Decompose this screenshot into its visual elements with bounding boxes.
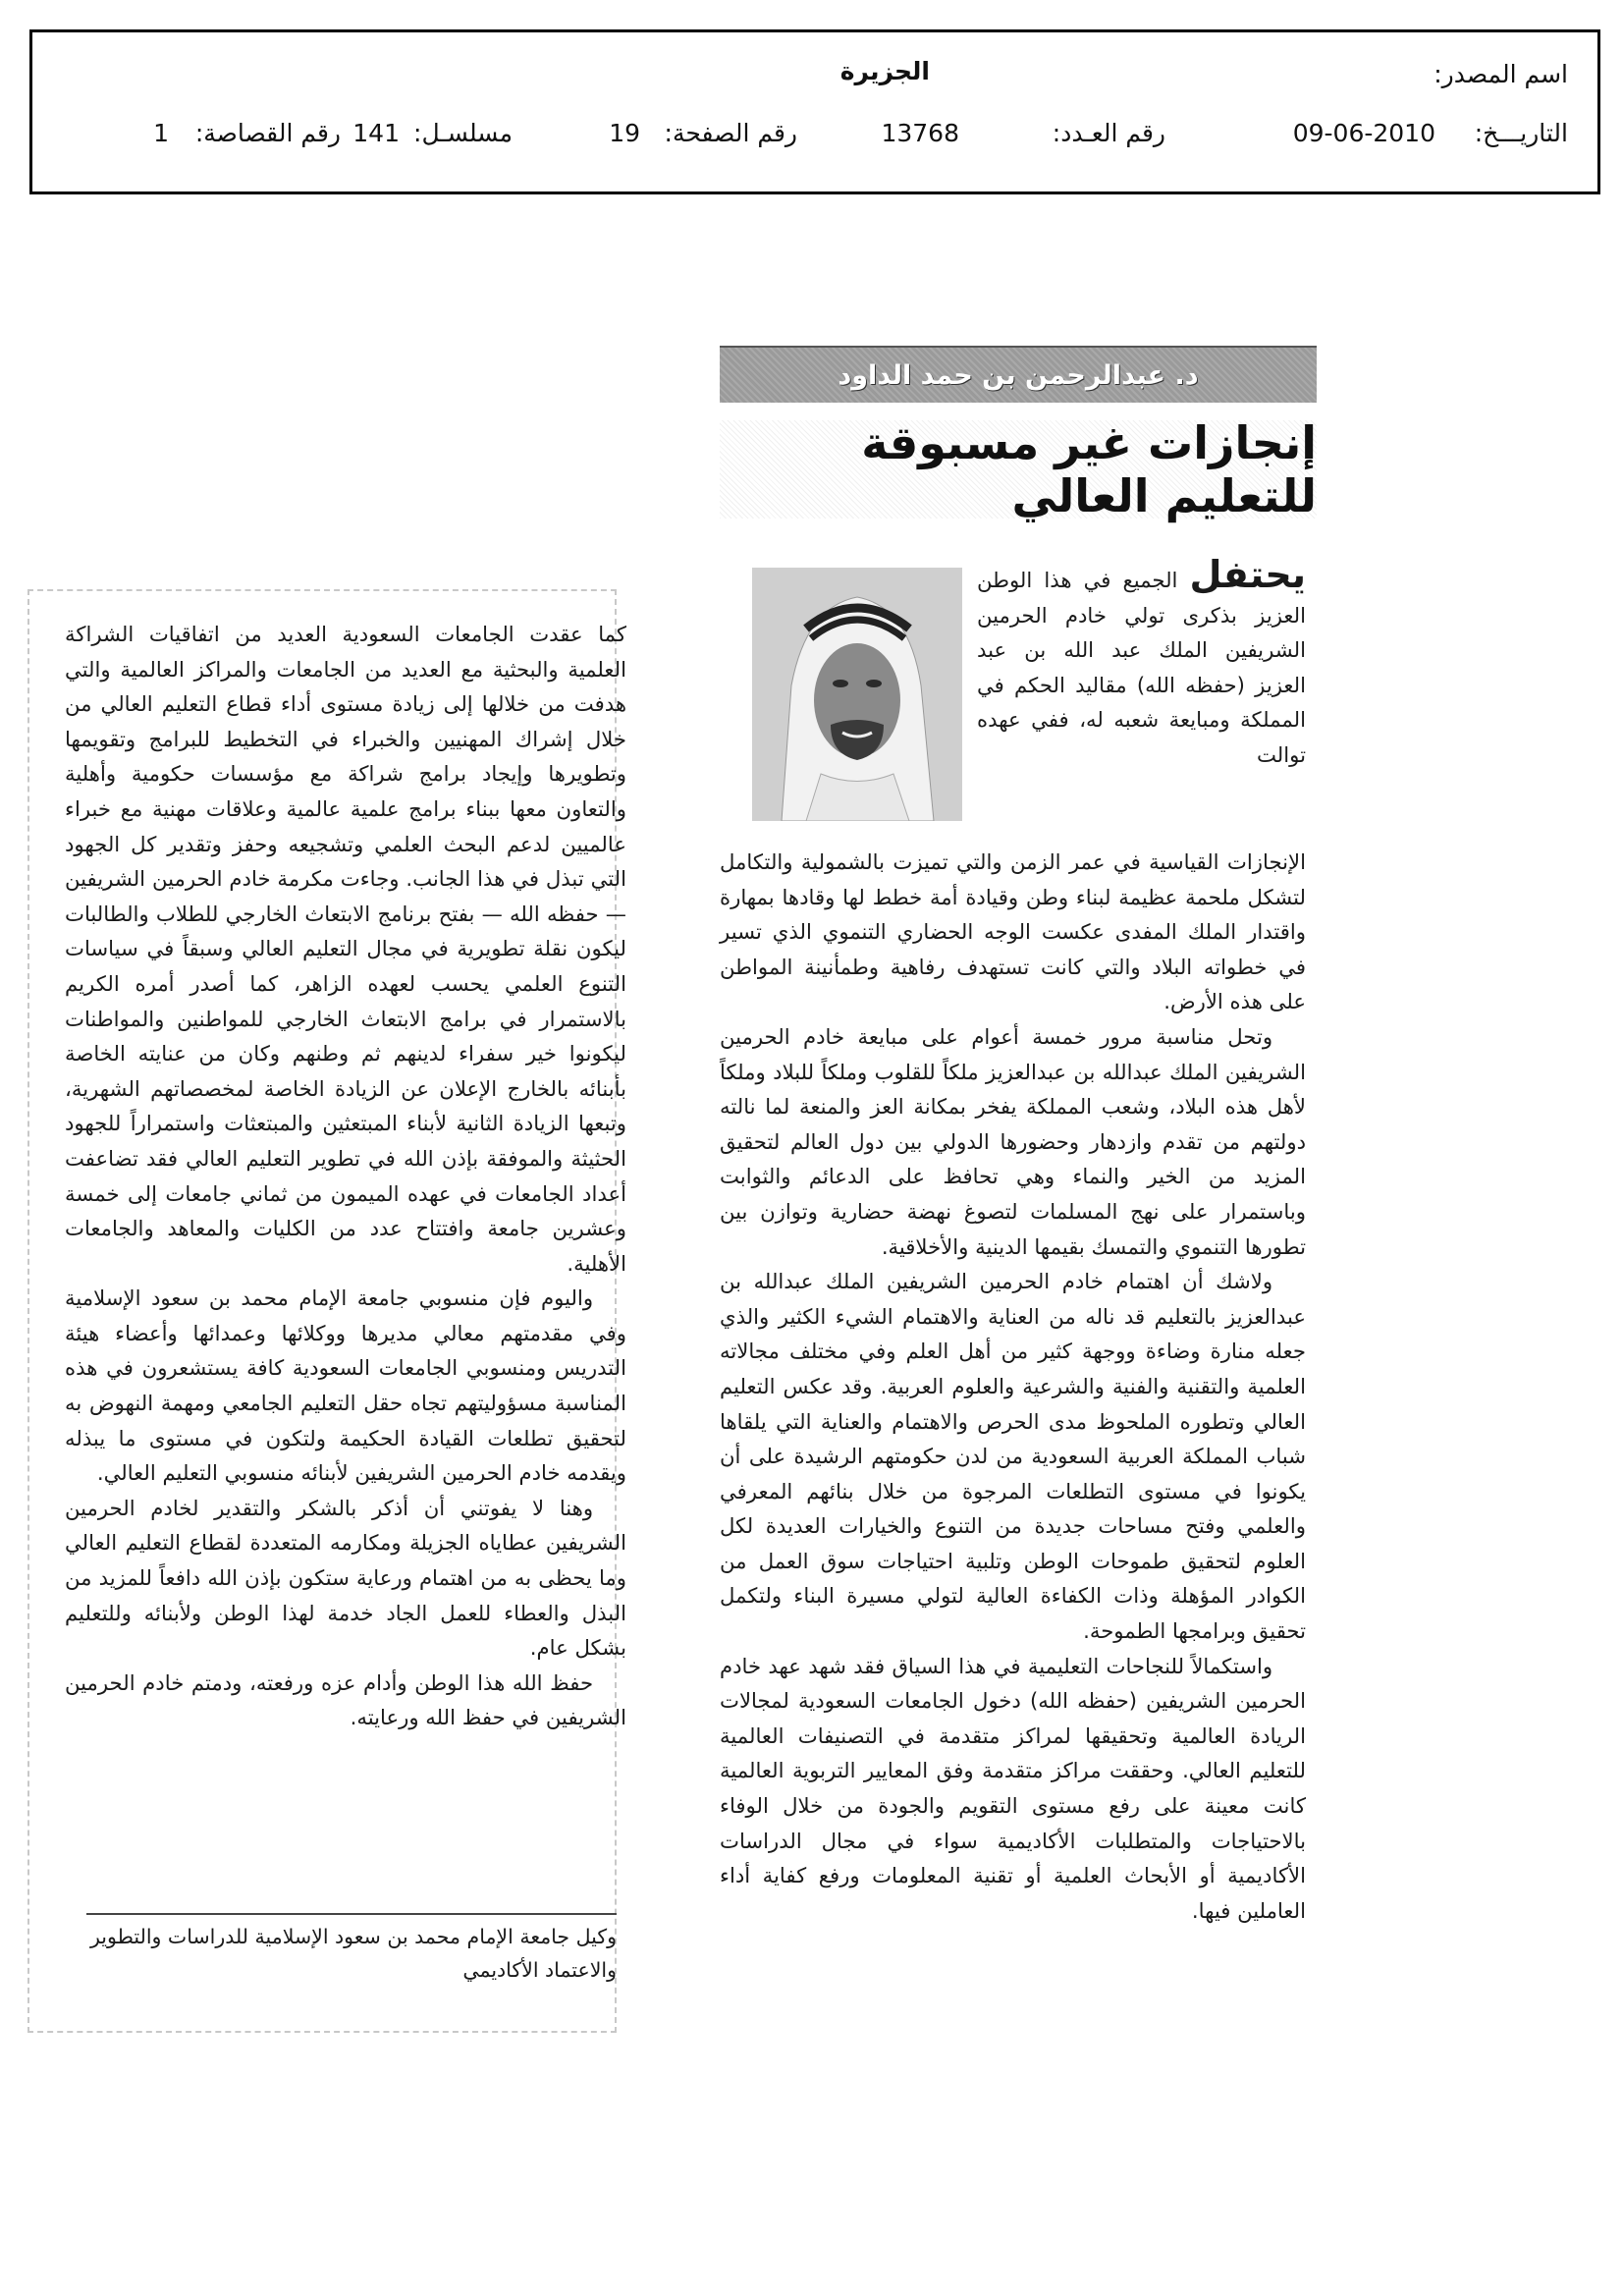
article-title-band bbox=[720, 416, 1317, 522]
lead-word: يحتفل bbox=[1189, 553, 1306, 596]
paragraph-4: واستكمالاً للنجاحات التعليمية في هذا السياق فقد شهد عهد خادم الحرمين الشريفين (حفظه الله) دخول الجامعات السعودية لمجالات الريادة العالمية وتحقيقها لمراكز متقدمة في التصنيفات العالمية للتعليم العالي. وحققت مراكز متقدمة وفق المعايير التربوية العالمية كانت معينة على رفع مستوى التقويم والجودة من خلال الوفاء بالاحتياجات والمتطلبات الأكاديمية سواء في مجال الدراسات الأكاديمية أو الأبحاث العلمية أو تقنية المعلومات ورفع كفاية أداء العاملين فيها. bbox=[720, 1653, 1306, 1923]
paragraph-6: واليوم فإن منسوبي جامعة الإمام محمد بن سعود الإسلامية وفي مقدمتهم معالي مديرها ووكلائها وعمدائها وأعضاء هيئة التدريس ومنسوبي الجامعات السعودية كافة يستشعرون في هذه المناسبة مسؤوليتهم تجاه حقل التعليم الجامعي ومهمة النهوض به لتحقيق تطلعات القيادة الحكيمة ولتكون في مستوى ما يبذله ويقدمه خادم الحرمين الشريفين لأبنائه منسوبي التعليم العالي. bbox=[65, 1285, 626, 1486]
lead-text: الجميع في هذا الوطن العزيز بذكرى تولي خادم الحرمين الشريفين الملك عبد الله بن عبد العزيز (حفظه الله) مقاليد الحكم في المملكة ومبايعة شعبه له، ففي عهده توالت bbox=[977, 568, 1306, 767]
paragraph-3: ولاشك أن اهتمام خادم الحرمين الشريفين الملك عبدالله بن عبدالعزيز بالتعليم قد ناله من العناية والاهتمام الشيء الكثير والذي جعله منارة وضاءة ووجهة كثير من أهل العلم وفي مختلف مجالاته العلمية والتقنية والفنية والشرعية والعلوم العربية. وقد عكس التعليم العالي وتطوره الملحوظ مدى الحرص والاهتمام والعناية التي يلقاها شباب المملكة العربية السعودية من لدن حكومتهم الرشيدة على أن يكونوا في مستوى التطلعات المرجوة من خلال بنائهم المعرفي والعلمي وفتح مساحات جديدة من التنوع والخيارات العديدة لكل العلوم لتحقيق طموحات الوطن وتلبية احتياجات سوق العمل من الكوادر المؤهلة وذات الكفاءة العالية لتولي مسيرة البناء ولتكمل تحقيق وبرامجها الطموحة. bbox=[720, 1269, 1306, 1644]
serial-value: 141 bbox=[352, 119, 400, 147]
author-footnote: وكيل جامعة الإمام محمد بن سعود الإسلامية للدراسات والتطوير والاعتماد الأكاديمي bbox=[89, 1925, 617, 1982]
paragraph-5: كما عقدت الجامعات السعودية العديد من اتفاقيات الشراكة العلمية والبحثية مع العديد من الجامعات والمراكز العالمية والتي هدفت من خلالها إلى زيادة مستوى أداء قطاع التعليم العالي من خلال إشراك المهنيين والخبراء في التخطيط للبرامج وتقويمها وتطويرها وإيجاد برامج شراكة مع مؤسسات حكومية وأهلية والتعاون معها ببناء برامج علمية عالمية وعلاقات مهنية مع خبراء عالميين لدعم البحث العلمي وتشجيعه وحفز وتقدير كل الجهود التي تبذل في هذا الجانب. وجاءت مكرمة خادم الحرمين الشريفين — حفظه الله — بفتح برنامج الابتعاث الخارجي للطلاب والطالبات ليكون نقلة تطويرية في مجال التعليم العالي وسبقاً في سياسات التنوع العلمي يحسب لعهده الزاهر، كما أصدر أمره الكريم بالاستمرار في برامج الابتعاث الخارجي للمواطنين والمواطنات ليكونوا خير سفراء لدينهم ثم وطنهم وكان من عنايته الخاصة بأبنائه بالخارج الإعلان عن الزيادة الخاصة لمخصصاتهم الشهرية، وتبعها الزيادة الثانية لأبناء المبتعثين والمبتعثات واستمراراً للجهود الحثيثة والموفقة بإذن الله في تطوير التعليم العالي فقد تضاعفت أعداد الجامعات في عهده الميمون من ثماني جامعات إلى خمسة وعشرين جامعة وافتتاح عدد من الكليات والمعاهد والجامعات الأهلية. bbox=[65, 622, 626, 1276]
article-right-column bbox=[720, 845, 1306, 1928]
source-label: اسم المصدر: bbox=[1434, 60, 1568, 88]
paragraph-1-continued: الإنجازات القياسية في عمر الزمن والتي تميزت بالشمولية والتكامل لتشكل ملحمة عظيمة لبناء وطن وقيادة أمة خطط لها وقادها بمهارة واقتدار الملك المفدى عكست الوجه الحضاري التنموي الذي تسير في خطواته البلاد والتي كانت تستهدف رفاهية وطمأنينة المواطن على هذه الأرض. bbox=[720, 849, 1306, 1014]
paragraph-2: وتحل مناسبة مرور خمسة أعوام على مبايعة خادم الحرمين الشريفين الملك عبدالله بن عبدالعزيز ملكاً للقلوب وملكاً للبلاد وملكاً لأهل هذه البلاد، وشعب المملكة يفخر بمكانة العز والمنعة لما نالته دولتهم من تقدم وازدهار وحضورها الدولي بين دول العالم لتحقيق المزيد من الخير والنماء وهي تحافظ على الدعائم والثوابت وباستمرار على نهج المسلمات لتصوغ نهضة حضارية وتوازن بين تطورها التنموي والتمسك بقيمها الدينية والأخلاقية. bbox=[720, 1023, 1306, 1259]
author-name: د. عبدالرحمن بن حمد الداود bbox=[838, 359, 1199, 391]
author-bar bbox=[720, 346, 1317, 403]
clipping-header-box bbox=[29, 29, 1600, 194]
clip-number-value: 1 bbox=[153, 119, 169, 147]
article-lead-paragraph bbox=[977, 553, 1306, 773]
date-value: 09-06-2010 bbox=[1292, 119, 1435, 147]
footnote-divider bbox=[86, 1913, 617, 1915]
page-value: 19 bbox=[609, 119, 640, 147]
article-left-column bbox=[65, 617, 626, 1735]
author-photo bbox=[752, 568, 962, 821]
article-title: إنجازات غير مسبوقة للتعليم العالي bbox=[861, 416, 1317, 522]
issue-value: 13768 bbox=[881, 119, 959, 147]
serial-label: مسلسـل: bbox=[413, 119, 513, 147]
page-label: رقم الصفحة: bbox=[664, 119, 797, 147]
clip-number-label: رقم القصاصة: bbox=[194, 119, 341, 147]
paragraph-7: وهنا لا يفوتني أن أذكر بالشكر والتقدير لخادم الحرمين الشريفين عطاياه الجزيلة ومكارمه المتعددة لقطاع التعليم العالي وما يحظى به من اهتمام ورعاية ستكون بإذن الله دافعاً للمزيد من البذل والعطاء للعمل الجاد خدمة لهذا الوطن ولأبنائه وللتعليم بشكل عام. bbox=[65, 1495, 626, 1661]
source-value: الجزيرة bbox=[839, 57, 930, 85]
paragraph-8: حفظ الله هذا الوطن وأدام عزه ورفعته، ودمتم خادم الحرمين الشريفين في حفظ الله ورعايته. bbox=[65, 1669, 626, 1730]
issue-label: رقم العـدد: bbox=[1052, 119, 1165, 147]
date-label: التاريـــخ: bbox=[1474, 119, 1568, 147]
